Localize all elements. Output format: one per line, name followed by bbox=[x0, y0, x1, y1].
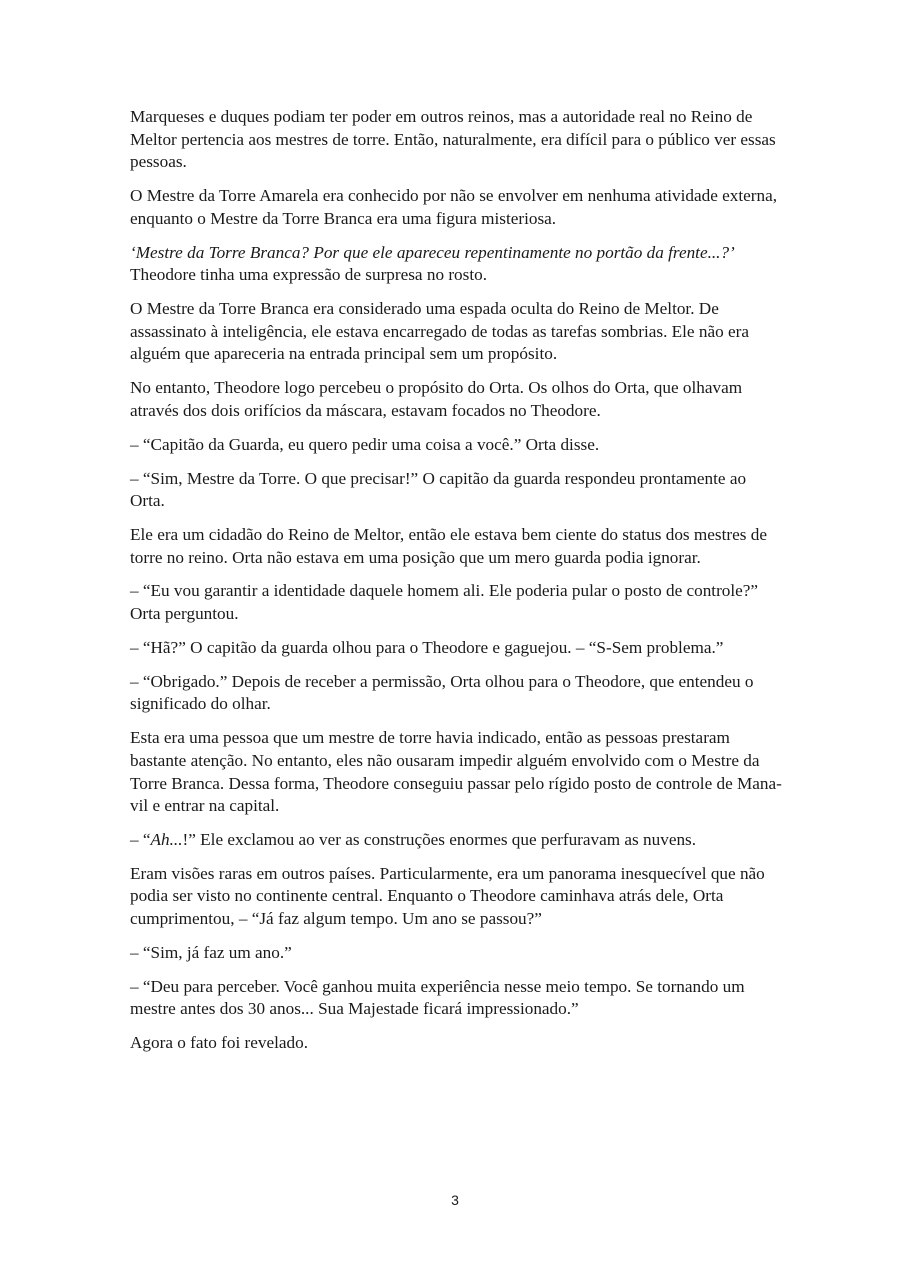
paragraph-10 bbox=[130, 637, 785, 660]
italic-thought: ‘Mestre da Torre Branca? Por que ele apareceu repentinamente no portão da frente...?’ bbox=[130, 242, 735, 262]
paragraph-text: Theodore tinha uma expressão de surpresa no rosto. bbox=[130, 265, 488, 285]
paragraph-2 bbox=[130, 185, 785, 230]
paragraph-text: – “Capitão da Guarda, eu quero pedir uma coisa a você.” Orta disse. bbox=[130, 434, 600, 454]
paragraph-text: Eram visões raras em outros países. Particularmente, era um panorama inesquecível que não podia ser visto no continente central. Enquanto o Theodore caminhava atrás dele, Orta cumprimentou, – “Já faz algum tempo. Um ano se passou?” bbox=[130, 863, 765, 929]
paragraph-4 bbox=[130, 298, 785, 366]
page-number: 3 bbox=[451, 1192, 459, 1208]
paragraph-6 bbox=[130, 434, 785, 457]
paragraph-11 bbox=[130, 671, 785, 716]
italic-exclamation: Ah... bbox=[150, 830, 183, 849]
paragraph-text: Marqueses e duques podiam ter poder em outros reinos, mas a autoridade real no Reino de Meltor pertencia aos mestres de torre. Então, naturalmente, era difícil para o público ver essas pessoas. bbox=[130, 107, 776, 172]
paragraph-13 bbox=[130, 829, 785, 852]
paragraph-text: – “Deu para perceber. Você ganhou muita experiência nesse meio tempo. Se tornando um mestre antes dos 30 anos... Sua Majestade ficará impressionado.” bbox=[130, 976, 745, 1019]
body-text bbox=[130, 106, 785, 1066]
paragraph-text: – “Obrigado.” Depois de receber a permissão, Orta olhou para o Theodore, que entendeu o significado do olhar. bbox=[130, 671, 754, 714]
paragraph-9 bbox=[130, 580, 785, 625]
paragraph-17 bbox=[130, 1032, 785, 1055]
paragraph-text: O Mestre da Torre Branca era considerado uma espada oculta do Reino de Meltor. De assassinato à inteligência, ele estava encarregado de todas as tarefas sombrias. Ele não era alguém que apareceria na entrada principal sem um propósito. bbox=[130, 299, 749, 364]
paragraph-text: Agora o fato foi revelado. bbox=[130, 1033, 309, 1053]
paragraph-text: – “ bbox=[130, 830, 151, 849]
paragraph-text: – “Hã?” O capitão da guarda olhou para o Theodore e gaguejou. – “S-Sem problema.” bbox=[130, 637, 724, 657]
paragraph-5 bbox=[130, 377, 785, 422]
paragraph-text: Esta era uma pessoa que um mestre de torre havia indicado, então as pessoas prestaram bastante atenção. No entanto, eles não ousaram impedir alguém envolvido com o Mestre da Torre Branca. Dessa forma, Theodore conseguiu passar pelo rígido posto de controle de Mana-vil e entrar na capital. bbox=[130, 728, 782, 816]
paragraph-12 bbox=[130, 727, 785, 817]
paragraph-text: – “Sim, já faz um ano.” bbox=[130, 942, 292, 962]
paragraph-text: – “Sim, Mestre da Torre. O que precisar!” O capitão da guarda respondeu prontamente ao Orta. bbox=[130, 468, 747, 511]
paragraph-15 bbox=[130, 942, 785, 965]
paragraph-16 bbox=[130, 976, 785, 1021]
paragraph-3 bbox=[130, 242, 785, 287]
paragraph-text: No entanto, Theodore logo percebeu o propósito do Orta. Os olhos do Orta, que olhavam através dos dois orifícios da máscara, estavam focados no Theodore. bbox=[130, 378, 743, 420]
paragraph-8 bbox=[130, 524, 785, 569]
paragraph-1 bbox=[130, 106, 785, 174]
paragraph-text: O Mestre da Torre Amarela era conhecido por não se envolver em nenhuma atividade externa, enquanto o Mestre da Torre Branca era uma figura misteriosa. bbox=[130, 186, 778, 228]
paragraph-text: – “Eu vou garantir a identidade daquele homem ali. Ele poderia pular o posto de controle?” Orta perguntou. bbox=[130, 581, 759, 624]
paragraph-7 bbox=[130, 468, 785, 513]
paragraph-text: Ele era um cidadão do Reino de Meltor, então ele estava bem ciente do status dos mestres de torre no reino. Orta não estava em uma posição que um mero guarda podia ignorar. bbox=[130, 524, 767, 567]
paragraph-text: !” Ele exclamou ao ver as construções enormes que perfuravam as nuvens. bbox=[182, 830, 697, 849]
paragraph-14 bbox=[130, 863, 785, 931]
